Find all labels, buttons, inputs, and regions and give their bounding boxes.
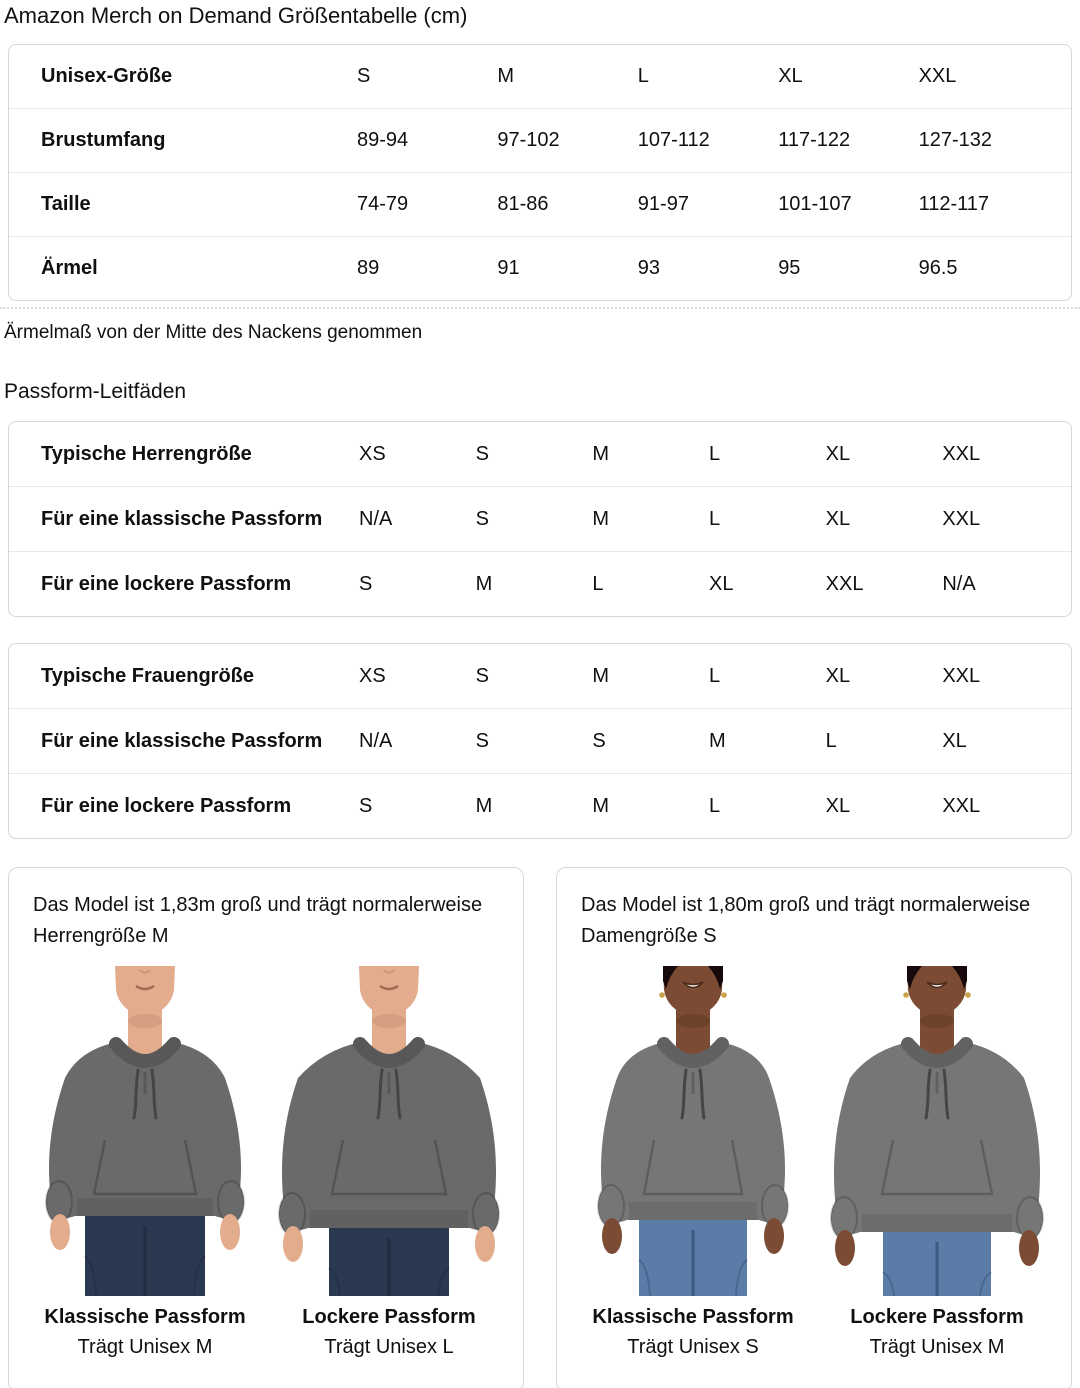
model-cards [8, 867, 1072, 1388]
row-label: Für eine lockere Passform [41, 794, 292, 817]
mens-fit-table [8, 421, 1072, 617]
table-row [9, 172, 1071, 236]
cell-value: N/A [359, 729, 393, 752]
cell-value: XXL [825, 572, 864, 595]
model-photo-male-loose [277, 966, 501, 1359]
cell-value: M [475, 572, 493, 595]
cell-value: 97-102 [497, 129, 560, 151]
size-worn-label: Trägt Unisex S [627, 1336, 759, 1358]
cell-value: L [825, 729, 837, 752]
cell-value: 91 [497, 257, 520, 279]
cell-value: 127-132 [918, 129, 992, 151]
fit-guides-heading: Passform-Leitfäden [4, 380, 187, 403]
unisex-size-table [8, 44, 1072, 301]
cell-value: M [592, 794, 609, 817]
cell-value: M [592, 507, 609, 530]
cell-value: N/A [942, 572, 976, 595]
cell-value: L [592, 572, 604, 595]
cell-value: M [708, 729, 726, 752]
cell-value: 91-97 [637, 193, 689, 215]
table-row [9, 108, 1071, 172]
model-photo-male-classic [33, 966, 257, 1359]
size-worn-label: Trägt Unisex L [324, 1336, 454, 1358]
table-row [9, 644, 1071, 708]
cell-value: 117-122 [778, 129, 851, 151]
size-worn-label: Trägt Unisex M [869, 1336, 1005, 1358]
cell-value: 107-112 [637, 129, 710, 151]
model-photo-female-classic [581, 966, 805, 1359]
cell-value: S [359, 794, 373, 817]
cell-value: 96.5 [918, 257, 958, 279]
cell-value: 95 [778, 257, 801, 279]
cell-value: XL [778, 65, 803, 87]
size-worn-label: Trägt Unisex M [77, 1336, 213, 1358]
cell-value: 74-79 [357, 193, 409, 215]
cell-value: L [708, 664, 721, 687]
cell-value: XXL [942, 507, 981, 530]
model-photo-female-loose [825, 966, 1049, 1359]
cell-value: L [708, 442, 721, 465]
table-row [9, 45, 1071, 108]
table-row [9, 773, 1071, 838]
model-description: Das Model ist 1,80m groß und trägt normalerweise Damengröße S [581, 894, 1031, 947]
cell-value: S [359, 572, 373, 595]
cell-value: 89 [357, 257, 380, 279]
model-photos-row [33, 966, 499, 1359]
row-label: Unisex-Größe [41, 65, 173, 87]
row-label: Für eine klassische Passform [41, 507, 323, 530]
cell-value: S [357, 65, 371, 87]
cell-value: XL [825, 794, 851, 817]
cell-value: 93 [637, 257, 661, 279]
cell-value: 101-107 [778, 193, 852, 215]
cell-value: XXL [942, 794, 981, 817]
table-row [9, 236, 1071, 300]
cell-value: 81-86 [497, 193, 549, 215]
cell-value: S [475, 442, 489, 465]
cell-value: M [592, 442, 609, 465]
cell-value: XXL [918, 65, 957, 87]
cell-value: XS [359, 664, 386, 687]
fit-label: Klassische Passform [592, 1306, 794, 1328]
sleeve-measure-note: Ärmelmaß von der Mitte des Nackens genommen [4, 322, 423, 343]
cell-value: XL [825, 507, 851, 530]
cell-value: S [592, 729, 606, 752]
cell-value: L [708, 794, 721, 817]
fit-label: Klassische Passform [44, 1306, 246, 1328]
row-label: Typische Frauengröße [41, 664, 255, 687]
fit-label: Lockere Passform [850, 1306, 1024, 1328]
cell-value: M [592, 664, 609, 687]
cell-value: 112-117 [918, 193, 990, 215]
cell-value: M [497, 65, 515, 87]
model-card [8, 867, 524, 1388]
cell-value: S [475, 729, 489, 752]
cell-value: XS [359, 442, 386, 465]
cell-value: L [637, 65, 649, 87]
cell-value: XL [942, 729, 967, 752]
table-row [9, 708, 1071, 773]
dotted-divider [0, 307, 1080, 309]
cell-value: N/A [359, 507, 393, 530]
womens-fit-table [8, 643, 1072, 839]
cell-value: XL [708, 572, 734, 595]
row-label: Für eine lockere Passform [41, 572, 292, 595]
row-label: Ärmel [41, 257, 98, 279]
row-label: Brustumfang [41, 129, 166, 151]
cell-value: XXL [942, 442, 981, 465]
row-label: Für eine klassische Passform [41, 729, 323, 752]
cell-value: M [475, 794, 493, 817]
cell-value: XL [825, 664, 851, 687]
row-label: Taille [41, 193, 91, 215]
model-card [556, 867, 1072, 1388]
model-photos-row [581, 966, 1047, 1359]
cell-value: XXL [942, 664, 981, 687]
cell-value: L [708, 507, 721, 530]
cell-value: S [475, 664, 489, 687]
page-title: Amazon Merch on Demand Größentabelle (cm) [4, 3, 468, 28]
table-row [9, 486, 1071, 551]
model-description: Das Model ist 1,83m groß und trägt normalerweise Herrengröße M [33, 894, 483, 947]
table-row [9, 422, 1071, 486]
cell-value: 89-94 [357, 129, 409, 151]
cell-value: XL [825, 442, 851, 465]
cell-value: S [475, 507, 489, 530]
row-label: Typische Herrengröße [41, 442, 252, 465]
fit-label: Lockere Passform [302, 1306, 476, 1328]
table-row [9, 551, 1071, 616]
